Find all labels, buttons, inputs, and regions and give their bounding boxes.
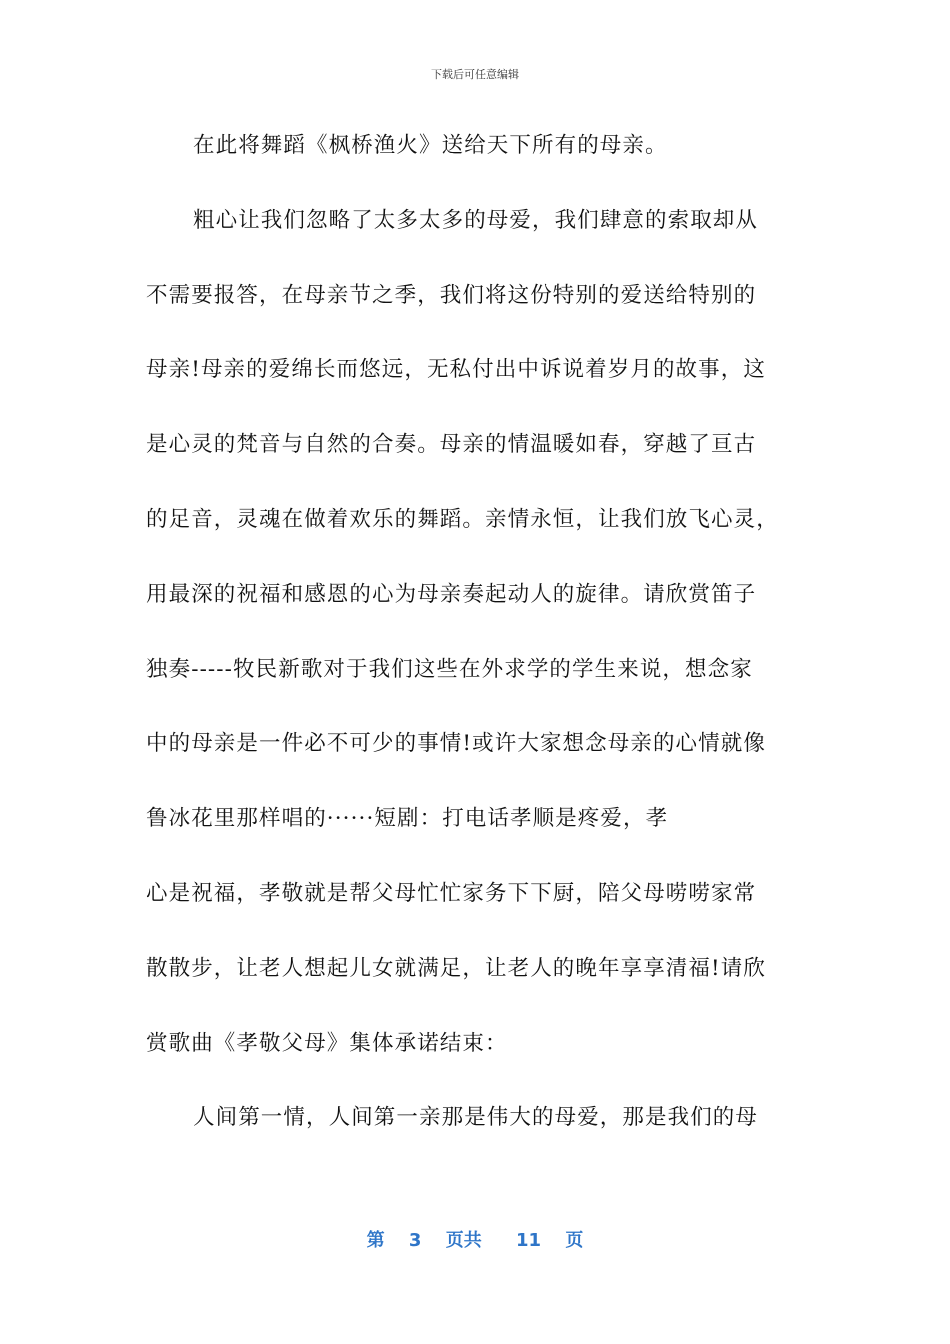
paragraph-line: 是心灵的梵音与自然的合奏。母亲的情温暖如春，穿越了亘古 — [146, 432, 757, 458]
paragraph-line: 中的母亲是一件必不可少的事情!或许大家想念母亲的心情就像 — [146, 731, 766, 757]
header-note: 下载后可任意编辑 — [431, 68, 519, 81]
paragraph-line: 心是祝福，孝敬就是帮父母忙忙家务下下厨，陪父母唠唠家常 — [146, 880, 757, 906]
footer-suffix: 页 — [565, 1230, 584, 1251]
page-footer — [0, 1226, 950, 1252]
paragraph-line: 不需要报答，在母亲节之季，我们将这份特别的爱送给特别的 — [146, 282, 757, 308]
paragraph-line: 鲁冰花里那样唱的······短剧：打电话孝顺是疼爱，孝 — [146, 806, 669, 832]
paragraph-line: 用最深的祝福和感恩的心为母亲奏起动人的旋律。请欣赏笛子 — [146, 581, 757, 607]
paragraph-line: 在此将舞蹈《枫桥渔火》送给天下所有的母亲。 — [193, 133, 668, 158]
paragraph-line: 散散步，让老人想起儿女就满足，让老人的晚年享享清福!请欣 — [146, 955, 766, 981]
body-text — [146, 119, 806, 1166]
footer-page-number: 3 — [408, 1230, 422, 1251]
paragraph-line: 的足音，灵魂在做着欢乐的舞蹈。亲情永恒，让我们放飞心灵， — [146, 506, 779, 532]
paragraph-line: 独奏-----牧民新歌对于我们这些在外求学的学生来说，想念家 — [146, 656, 753, 682]
footer-middle: 页共 — [445, 1230, 482, 1251]
paragraph-line: 粗心让我们忽略了太多太多的母爱，我们肆意的索取却从 — [193, 207, 759, 233]
paragraph-line: 母亲!母亲的爱绵长而悠远，无私付出中诉说着岁月的故事，这 — [146, 357, 766, 383]
footer-prefix: 第 — [366, 1230, 385, 1251]
paragraph-line: 人间第一情，人间第一亲那是伟大的母爱，那是我们的母 — [193, 1105, 759, 1131]
footer-total-pages: 11 — [516, 1230, 542, 1251]
paragraph-line: 赏歌曲《孝敬父母》集体承诺结束： — [146, 1030, 508, 1056]
